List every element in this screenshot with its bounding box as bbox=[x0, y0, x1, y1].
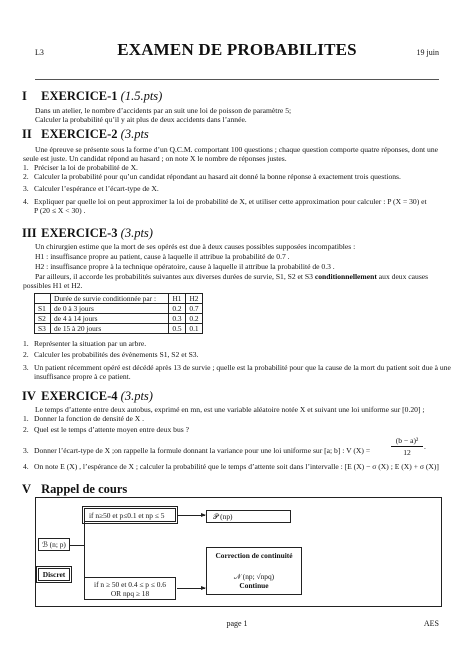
ex4-intro: Le temps d’attente entre deux autobus, exprimé en mn, est une variable aléatoire notée X et suivant une loi uniforme sur [0.20] ; bbox=[35, 405, 425, 414]
ex3-heading: III EXERCICE-3 (3.pts) bbox=[22, 226, 153, 240]
arrow-to-poisson bbox=[177, 515, 205, 516]
header-rule bbox=[35, 79, 439, 80]
table-cell: S1 bbox=[35, 304, 51, 314]
table-row bbox=[35, 324, 203, 334]
fraction-bar bbox=[391, 446, 423, 447]
ex2-item-3: 3. Calculer l’espérance et l’écart-type de X. bbox=[23, 184, 159, 193]
page-title: EXAMEN DE PROBABILITES bbox=[117, 40, 357, 59]
ex1-line-2: Calculer la probabilité qu’il y ait plus de deux accidents dans l’année. bbox=[35, 115, 247, 124]
table-cell: S2 bbox=[35, 314, 51, 324]
ex2-heading: II EXERCICE-2 (3.pts bbox=[22, 127, 149, 141]
table-cell: 0.1 bbox=[186, 324, 203, 334]
continue-label: Continue bbox=[239, 581, 269, 590]
ex3-paragraph: Par ailleurs, il accorde les probabilités suivantes aux diverses durées de survie, S1, S2 et S3 conditionnellement aux deux causes bbox=[35, 272, 429, 281]
variance-end: . bbox=[424, 442, 426, 451]
ex4-item-4: 4. On note E (X) , l’espérance de X ; calculer la probabilité que le temps d’attente soit dans l’intervalle : [E (X) − σ (X) ; E (X) + σ (X)] bbox=[23, 462, 439, 471]
ex4-item-3: 3. Donner l’écart-type de X ;on rappelle la formule donnant la variance pour une loi uniforme sur [a; b] : V (X) = bbox=[23, 446, 371, 455]
header-date: 19 juin bbox=[416, 48, 439, 57]
table-cell: 0.3 bbox=[169, 314, 186, 324]
table-row bbox=[35, 304, 203, 314]
ex3-line-2: H1 : insuffisance propre au patient, cause à laquelle il attribue la probabilité de 0.7 . bbox=[35, 252, 290, 261]
table-row bbox=[35, 314, 203, 324]
variance-numerator: (b − a)² bbox=[395, 436, 419, 445]
ex3-item-3-cont: insuffisance propre à ce patient. bbox=[34, 372, 131, 381]
table-header-cell: Durée de survie conditionnée par : bbox=[51, 294, 169, 304]
ex3-item-1: 1. Représenter la situation par un arbre. bbox=[23, 339, 147, 348]
ex4-heading: IV EXERCICE-4 (3.pts) bbox=[22, 389, 153, 403]
binomial-box: ℬ (n; p) bbox=[38, 538, 70, 551]
ex2-intro-1: Une épreuve se présente sous la forme d’un Q.C.M. comportant 100 questions ; chaque question comporte quatre réponses, dont une bbox=[35, 145, 438, 154]
normal-box bbox=[206, 547, 302, 595]
ex3-line-3: H2 : insuffisance propre à la technique opératoire, cause à laquelle il attribue la probabilité de 0.3 . bbox=[35, 262, 335, 271]
normal-condition-box bbox=[84, 577, 176, 600]
table-header-cell: H1 bbox=[169, 294, 186, 304]
ex3-paragraph-cont: possibles H1 et H2. bbox=[23, 281, 83, 290]
footer-right: AES bbox=[423, 619, 439, 628]
table-cell: 0.7 bbox=[186, 304, 203, 314]
table-cell: S3 bbox=[35, 324, 51, 334]
table-cell: de 0 à 3 jours bbox=[51, 304, 169, 314]
ex2-item-2: 2. Calculer la probabilité pour qu’un candidat répondant au hasard ait donné la bonne réponse à exactement trois questions. bbox=[23, 172, 401, 181]
continuity-correction-label: Correction de continuité bbox=[215, 551, 293, 560]
page-number: page 1 bbox=[226, 619, 248, 628]
poisson-condition-box: if n≥50 et p≤0.1 et np ≤ 5 bbox=[84, 508, 176, 522]
table-header-cell: H2 bbox=[186, 294, 203, 304]
normal-condition-2: OR npq ≥ 18 bbox=[110, 589, 150, 598]
ex2-item-4-cont: P (20 ≤ X < 30) . bbox=[34, 206, 86, 215]
ex1-line-1: Dans un atelier, le nombre d’accidents par an suit une loi de poisson de paramètre 5; bbox=[35, 106, 292, 115]
ex2-item-1: 1. Préciser la loi de probabilité de X. bbox=[23, 163, 138, 172]
normal-law: 𝒩 (np; √npq) bbox=[233, 572, 275, 581]
ex3-line-1: Un chirurgien estime que la mort de ses opérés est due à deux causes possibles supposées incompatibles : bbox=[35, 242, 356, 251]
discret-label: Discret bbox=[38, 568, 70, 581]
ex4-item-1: 1. Donner la fonction de densité de X . bbox=[23, 414, 145, 423]
poisson-box: 𝒫 (np) bbox=[206, 510, 291, 523]
table-cell: de 15 à 20 jours bbox=[51, 324, 169, 334]
variance-denominator: 12 bbox=[403, 448, 411, 457]
table-cell: de 4 à 14 jours bbox=[51, 314, 169, 324]
normal-condition-1: if n ≥ 50 et 0.4 ≤ p ≤ 0.6 bbox=[94, 580, 166, 589]
table-header-row bbox=[35, 294, 203, 304]
ex3-item-2: 2. Calculer les probabilités des évènements S1, S2 et S3. bbox=[23, 350, 199, 359]
table-cell: 0.2 bbox=[186, 314, 203, 324]
table-header-cell bbox=[35, 294, 51, 304]
arrow-to-normal bbox=[177, 588, 205, 589]
table-cell: 0.2 bbox=[169, 304, 186, 314]
ex3-item-3: 3. Un patient récemment opéré est décédé après 13 de survie ; quelle est la probabilité pour que la cause de la mort du patient soit due à une bbox=[23, 363, 451, 372]
connector-binomial bbox=[70, 545, 84, 546]
ex2-intro-2: seule est juste. Un candidat répond au hasard ; on note X le nombre de réponses justes. bbox=[23, 154, 287, 163]
survival-table bbox=[34, 293, 203, 334]
ex4-item-2: 2. Quel est le temps d’attente moyen entre deux bus ? bbox=[23, 425, 189, 434]
rappel-heading: V Rappel de cours bbox=[22, 482, 128, 496]
ex2-item-4: 4. Expliquer par quelle loi on peut approximer la loi de probabilité de X, et utiliser cette approximation pour calculer : P (X = 30) et bbox=[23, 197, 427, 206]
table-cell: 0.5 bbox=[169, 324, 186, 334]
header-class-label: L3 bbox=[35, 48, 44, 57]
ex1-heading: I EXERCICE-1 (1.5.pts) bbox=[22, 89, 163, 103]
